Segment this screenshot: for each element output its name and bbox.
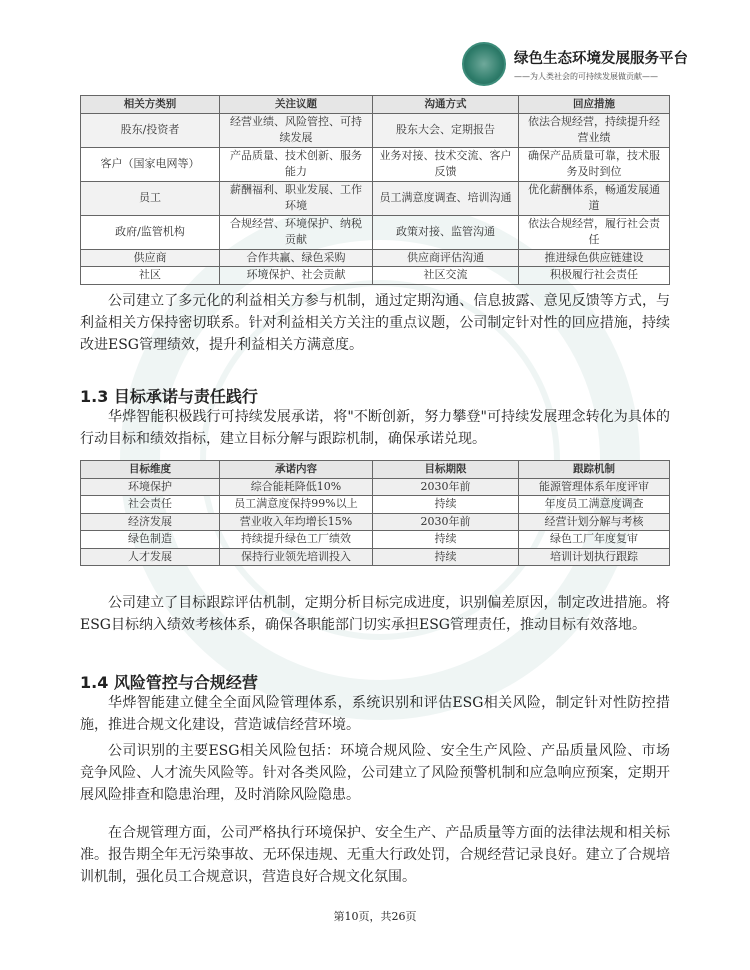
table-cell: 确保产品质量可靠，技术服务及时到位 [519,147,670,181]
section-heading: 1.4 风险管控与合规经营 [80,673,258,692]
table-cell: 经营业绩、风险管控、可持续发展 [220,113,373,147]
table-cell: 持续 [373,548,519,566]
paragraph: 公司建立了多元化的利益相关方参与机制，通过定期沟通、信息披露、意见反馈等方式，与利益相关方保持密切联系。针对利益相关方关注的重点议题，公司制定针对性的回应措施，持续改进ESG管理绩效，提升利益相关方满意度。 [80,293,670,353]
table-cell: 合规经营、环境保护、纳税贡献 [220,215,373,249]
table-cell: 综合能耗降低10% [220,478,373,496]
table-cell: 优化薪酬体系，畅通发展通道 [519,181,670,215]
table-row [81,215,670,249]
table-cell: 社区 [81,267,220,285]
table-cell: 员工满意度调查、培训沟通 [373,181,519,215]
table-row [81,181,670,215]
table-header: 关注议题 [220,96,373,114]
table-cell: 产品质量、技术创新、服务能力 [220,147,373,181]
table-cell: 环境保护、社会贡献 [220,267,373,285]
goals-table [80,460,670,566]
table-cell: 政策对接、监管沟通 [373,215,519,249]
table-cell: 社区交流 [373,267,519,285]
table-row [81,513,670,531]
table-cell: 2030年前 [373,478,519,496]
paragraph: 公司建立了目标跟踪评估机制，定期分析目标完成进度，识别偏差原因，制定改进措施。将ESG目标纳入绩效考核体系，确保各职能部门切实承担ESG管理责任，推动目标有效落地。 [80,595,670,633]
table-header: 目标期限 [373,461,519,479]
table-cell: 绿色工厂年度复审 [519,531,670,549]
paragraph: 公司识别的主要ESG相关风险包括：环境合规风险、安全生产风险、产品质量风险、市场竞争风险、人才流失风险等。针对各类风险，公司建立了风险预警机制和应急响应预案，定期开展风险排查和隐患治理，及时消除风险隐患。 [80,743,670,803]
table-row [81,531,670,549]
table-cell: 人才发展 [81,548,220,566]
table-cell: 供应商评估沟通 [373,249,519,267]
table-cell: 供应商 [81,249,220,267]
table-cell: 经济发展 [81,513,220,531]
paragraph: 华烨智能建立健全全面风险管理体系，系统识别和评估ESG相关风险，制定针对性防控措施，推进合规文化建设，营造诚信经营环境。 [80,695,670,733]
table-row [81,548,670,566]
table-cell: 培训计划执行跟踪 [519,548,670,566]
paragraph: 华烨智能积极践行可持续发展承诺，将"不断创新，努力攀登"可持续发展理念转化为具体的行动目标和绩效指标，建立目标分解与跟踪机制，确保承诺兑现。 [80,409,670,447]
table-cell: 持续 [373,496,519,514]
table-cell: 2030年前 [373,513,519,531]
table-header: 跟踪机制 [519,461,670,479]
table-row [81,496,670,514]
page-number: 第10页，共26页 [333,910,417,923]
section-heading: 1.3 目标承诺与责任践行 [80,387,258,406]
table-row [81,267,670,285]
table-cell: 薪酬福利、职业发展、工作环境 [220,181,373,215]
header-title: 绿色生态环境发展服务平台 [514,50,688,67]
table-cell: 持续 [373,531,519,549]
table-cell: 年度员工满意度调查 [519,496,670,514]
table-cell: 股东/投资者 [81,113,220,147]
table-cell: 依法合规经营，持续提升经营业绩 [519,113,670,147]
table-cell: 员工 [81,181,220,215]
platform-logo [462,42,506,86]
table-cell: 业务对接、技术交流、客户反馈 [373,147,519,181]
paragraph: 在合规管理方面，公司严格执行环境保护、安全生产、产品质量等方面的法律法规和相关标准。报告期全年无污染事故、无环保违规、无重大行政处罚，合规经营记录良好。建立了合规培训机制，强化员工合规意识，营造良好合规文化氛围。 [80,825,670,885]
page-header [462,42,688,86]
header-subtitle: ——为人类社会的可持续发展做贡献—— [514,71,658,81]
table-cell: 能源管理体系年度评审 [519,478,670,496]
table-row [81,147,670,181]
table-cell: 社会责任 [81,496,220,514]
stakeholder-table [80,95,670,285]
table-cell: 持续提升绿色工厂绩效 [220,531,373,549]
table-header: 目标维度 [81,461,220,479]
table-row [81,113,670,147]
table-header: 回应措施 [519,96,670,114]
table-cell: 营业收入年均增长15% [220,513,373,531]
table-cell: 依法合规经营，履行社会责任 [519,215,670,249]
table-cell: 股东大会、定期报告 [373,113,519,147]
table-row [81,249,670,267]
table-cell: 推进绿色供应链建设 [519,249,670,267]
table-cell: 绿色制造 [81,531,220,549]
table-cell: 客户（国家电网等） [81,147,220,181]
table-header: 承诺内容 [220,461,373,479]
table-header: 相关方类别 [81,96,220,114]
table-cell: 合作共赢、绿色采购 [220,249,373,267]
table-cell: 积极履行社会责任 [519,267,670,285]
table-cell: 政府/监管机构 [81,215,220,249]
table-row [81,478,670,496]
table-cell: 环境保护 [81,478,220,496]
table-header: 沟通方式 [373,96,519,114]
table-cell: 经营计划分解与考核 [519,513,670,531]
table-cell: 员工满意度保持99%以上 [220,496,373,514]
table-cell: 保持行业领先培训投入 [220,548,373,566]
